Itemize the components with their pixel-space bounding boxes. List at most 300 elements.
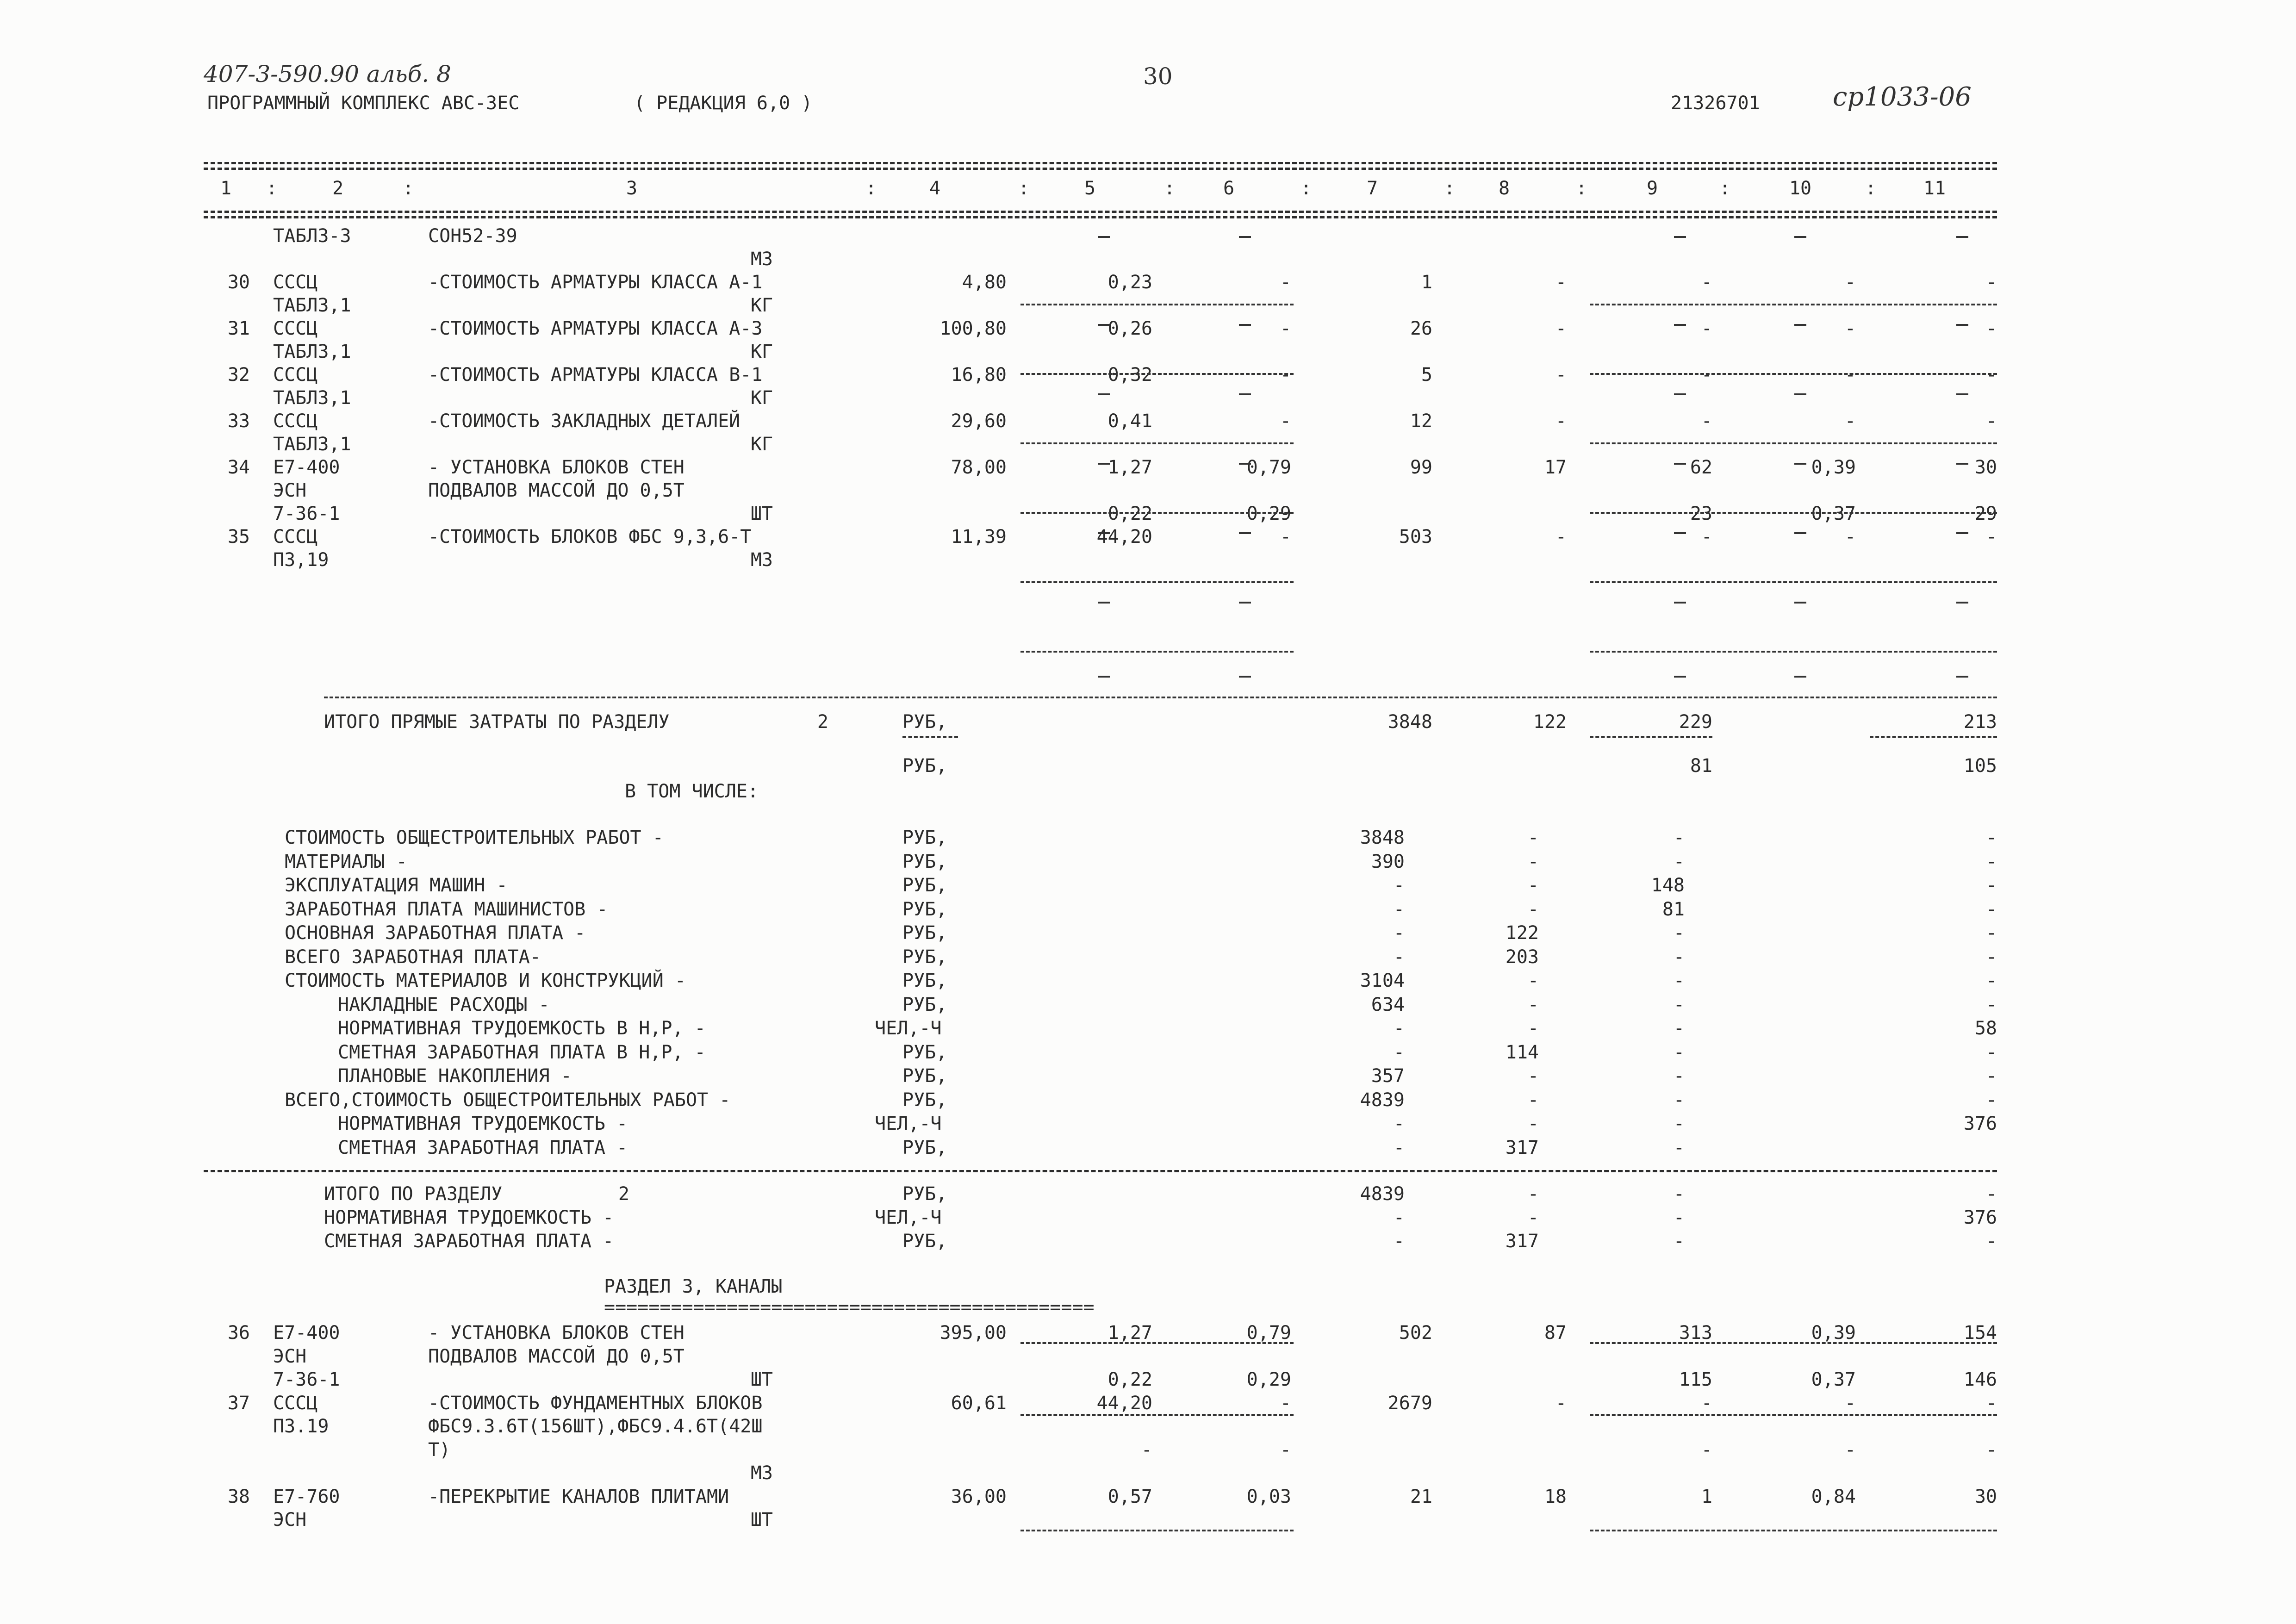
column-separator: : <box>1719 178 1731 199</box>
rate-code: 7-36-1 <box>273 503 340 524</box>
subtotal-divider <box>1590 651 1997 653</box>
including-label: В ТОМ ЧИСЛЕ: <box>625 781 759 802</box>
dash-mark <box>1674 676 1686 678</box>
value-c9: - <box>1701 318 1712 339</box>
subtotal-divider <box>1590 442 1997 444</box>
value-c9: 313 <box>1679 1322 1712 1344</box>
value-c9: - <box>1701 272 1712 293</box>
subtotal-divider <box>1020 581 1294 583</box>
value-c8: - <box>1555 411 1567 432</box>
column-separator: : <box>1444 178 1456 199</box>
value-c9: 115 <box>1679 1369 1712 1390</box>
value-c8: 317 <box>1505 1137 1539 1158</box>
value-c9: - <box>1673 1207 1685 1228</box>
value-c11: 29 <box>1974 503 1997 524</box>
value-c10: - <box>1844 1392 1856 1414</box>
value-c11: - <box>1985 946 1997 968</box>
value-c7: 634 <box>1371 994 1405 1015</box>
rate-code: ТАБЛ3-3 <box>273 225 351 247</box>
subtotal-divider <box>1020 373 1294 375</box>
document-reference: ср1033-06 <box>1833 82 1972 112</box>
value-c11: - <box>1985 994 1997 1015</box>
rate-code: Е7-400 <box>273 457 340 478</box>
value-c11: - <box>1985 922 1997 944</box>
dash-mark <box>1956 393 1968 395</box>
value-c4: 11,39 <box>951 526 1007 548</box>
value-c9: - <box>1673 1041 1685 1063</box>
value-c8: - <box>1527 1113 1539 1134</box>
value-c8: 114 <box>1505 1041 1539 1063</box>
unit-label: РУБ, <box>902 851 947 872</box>
value-c11: 58 <box>1974 1018 1997 1039</box>
dash-mark <box>1674 236 1686 238</box>
value-c8: - <box>1527 1207 1539 1228</box>
value-c7: - <box>1393 898 1405 920</box>
value-c11: 30 <box>1974 457 1997 478</box>
column-header-3: 3 <box>626 178 638 199</box>
rate-code: ЭСН <box>273 1345 307 1367</box>
unit-label: М3 <box>750 249 773 270</box>
column-separator: : <box>1164 178 1176 199</box>
dash-mark <box>1098 393 1110 395</box>
dash-mark <box>1098 463 1110 465</box>
value-c7: 502 <box>1399 1322 1432 1344</box>
value-c11: - <box>1985 272 1997 293</box>
work-description: - УСТАНОВКА БЛОКОВ СТЕН <box>428 457 684 478</box>
work-description: ФБС9.3.6Т(156ШТ),ФБС9.4.6Т(42Ш <box>428 1416 763 1437</box>
subtotal-divider <box>1590 1530 1997 1531</box>
value-c8: - <box>1527 1018 1539 1039</box>
section-3-underline: ============================================ <box>604 1297 1095 1318</box>
value-c8: - <box>1555 318 1567 339</box>
value-c7: 4839 <box>1360 1183 1405 1205</box>
unit-label: ШТ <box>750 1369 773 1390</box>
unit-label: КГ <box>750 295 773 316</box>
subtotal-divider <box>1020 1530 1294 1531</box>
value-c4: 29,60 <box>951 411 1007 432</box>
rate-code: СССЦ <box>273 1392 318 1414</box>
value-c6: 0,79 <box>1246 1322 1291 1344</box>
row-number: 38 <box>227 1486 250 1507</box>
table-header-rule-2 <box>204 216 1997 218</box>
value-c9: - <box>1673 922 1685 944</box>
value-c7: - <box>1393 1231 1405 1252</box>
value-c9: - <box>1673 1065 1685 1087</box>
value-c8: - <box>1527 1065 1539 1087</box>
column-header-10: 10 <box>1789 178 1812 199</box>
value-c9: - <box>1673 827 1685 848</box>
value-c7: 21 <box>1410 1486 1432 1507</box>
breakdown-label: НОРМАТИВНАЯ ТРУДОЕМКОСТЬ - <box>338 1113 628 1134</box>
row-number: 34 <box>227 457 250 478</box>
dash-mark <box>1794 463 1806 465</box>
column-header-8: 8 <box>1498 178 1510 199</box>
value-c9: - <box>1701 1392 1712 1414</box>
column-separator: : <box>1018 178 1030 199</box>
work-description: -СТОИМОСТЬ АРМАТУРЫ КЛАССА А-1 <box>428 272 763 293</box>
value-c9: 62 <box>1690 457 1712 478</box>
column-header-1: 1 <box>220 178 232 199</box>
value-c6: - <box>1280 364 1291 386</box>
value-c5: 44,20 <box>1096 526 1152 548</box>
unit-label: РУБ, <box>902 711 947 733</box>
value-c8: - <box>1527 875 1539 896</box>
breakdown-label: СТОИМОСТЬ МАТЕРИАЛОВ И КОНСТРУКЦИЙ - <box>285 970 686 991</box>
subtotal-divider <box>1590 1342 1997 1344</box>
breakdown-label: ВСЕГО ЗАРАБОТНАЯ ПЛАТА- <box>285 946 541 968</box>
unit-label: РУБ, <box>902 875 947 896</box>
value-c9: - <box>1701 411 1712 432</box>
value-c11: - <box>1985 411 1997 432</box>
value-c5: 0,26 <box>1108 318 1152 339</box>
value-c11: - <box>1985 1089 1997 1111</box>
table-top-rule <box>204 162 1997 164</box>
unit-label: РУБ, <box>902 1183 947 1205</box>
work-description: СОН52-39 <box>428 225 517 247</box>
rate-code: Е7-760 <box>273 1486 340 1507</box>
dash-mark <box>1794 532 1806 534</box>
dash-mark <box>1239 393 1251 395</box>
value-c7: - <box>1393 922 1405 944</box>
rate-code: ТАБЛ3,1 <box>273 341 351 362</box>
row-number: 32 <box>227 364 250 386</box>
value-c6: 0,79 <box>1246 457 1291 478</box>
subtotal-divider <box>1020 512 1294 514</box>
work-description: -СТОИМОСТЬ ЗАКЛАДНЫХ ДЕТАЛЕЙ <box>428 411 740 432</box>
value-c8: 17 <box>1544 457 1567 478</box>
dash-mark <box>1098 236 1110 238</box>
value-c5: 1,27 <box>1108 457 1152 478</box>
value-c11: - <box>1985 1439 1997 1461</box>
value-c6: 0,29 <box>1246 1369 1291 1390</box>
unit-label: ЧЕЛ,-Ч <box>875 1113 942 1134</box>
value-c8: - <box>1527 994 1539 1015</box>
value-c8: 317 <box>1505 1231 1539 1252</box>
value-c6: - <box>1280 1439 1291 1461</box>
rate-code: ЭСН <box>273 1509 307 1531</box>
value-c8: - <box>1527 827 1539 848</box>
work-description: - УСТАНОВКА БЛОКОВ СТЕН <box>428 1322 684 1344</box>
column-separator: : <box>1865 178 1877 199</box>
unit-label: РУБ, <box>902 946 947 968</box>
row-number: 37 <box>227 1392 250 1414</box>
dash-mark <box>1674 602 1686 604</box>
value-c8: - <box>1527 970 1539 991</box>
dash-mark <box>1674 532 1686 534</box>
value-c9: - <box>1673 1089 1685 1111</box>
value-c8: 18 <box>1544 1486 1567 1507</box>
value-c7: 99 <box>1410 457 1432 478</box>
value-c11: - <box>1985 1392 1997 1414</box>
value-c5: 0,57 <box>1108 1486 1152 1507</box>
rate-code: СССЦ <box>273 526 318 548</box>
dash-mark <box>1674 393 1686 395</box>
value-c9: - <box>1701 526 1712 548</box>
value-c9: 81 <box>1690 755 1712 777</box>
dash-mark <box>1794 324 1806 326</box>
value-c7: 3104 <box>1360 970 1405 991</box>
value-c11: - <box>1985 1041 1997 1063</box>
value-c11: - <box>1985 875 1997 896</box>
row-number: 30 <box>227 272 250 293</box>
subtotal-divider <box>1020 304 1294 305</box>
breakdown-label: СТОИМОСТЬ ОБЩЕСТРОИТЕЛЬНЫХ РАБОТ - <box>285 827 664 848</box>
value-c11: - <box>1985 851 1997 872</box>
breakdown-label: ПЛАНОВЫЕ НАКОПЛЕНИЯ - <box>338 1065 572 1087</box>
value-c9: 23 <box>1690 503 1712 524</box>
row-number: 31 <box>227 318 250 339</box>
value-c8: - <box>1527 1183 1539 1205</box>
value-c8: - <box>1527 851 1539 872</box>
value-c7: 2679 <box>1388 1392 1432 1414</box>
dash-mark <box>1239 324 1251 326</box>
dash-mark <box>1956 676 1968 678</box>
column-header-4: 4 <box>929 178 941 199</box>
value-c9: - <box>1673 1231 1685 1252</box>
value-c7: - <box>1393 1137 1405 1158</box>
work-description: ПОДВАЛОВ МАССОЙ ДО 0,5Т <box>428 1345 684 1367</box>
value-c5: 0,23 <box>1108 272 1152 293</box>
dash-mark <box>1239 236 1251 238</box>
subtotal-divider <box>1590 512 1997 514</box>
value-c5: 1,27 <box>1108 1322 1152 1344</box>
dash-mark <box>1098 324 1110 326</box>
value-c4: 16,80 <box>951 364 1007 386</box>
dash-mark <box>1794 236 1806 238</box>
value-c9: - <box>1673 1113 1685 1134</box>
value-c11: - <box>1985 827 1997 848</box>
work-description: -СТОИМОСТЬ БЛОКОВ ФБС 9,3,6-Т <box>428 526 752 548</box>
rate-code: П3.19 <box>273 1416 329 1437</box>
subtotal-divider <box>1590 736 1712 738</box>
value-c11: - <box>1985 364 1997 386</box>
value-c11: - <box>1985 898 1997 920</box>
value-c4: 395,00 <box>940 1322 1007 1344</box>
value-c7: - <box>1393 1041 1405 1063</box>
value-c11: 154 <box>1963 1322 1997 1344</box>
value-c11: - <box>1985 1231 1997 1252</box>
value-c11: 30 <box>1974 1486 1997 1507</box>
column-header-9: 9 <box>1646 178 1658 199</box>
subtotal-divider <box>1590 373 1997 375</box>
table-top-rule-2 <box>204 168 1997 170</box>
value-c7: - <box>1393 1018 1405 1039</box>
value-c5: 0,32 <box>1108 364 1152 386</box>
dash-mark <box>1239 532 1251 534</box>
dash-mark <box>1239 602 1251 604</box>
breakdown-label: МАТЕРИАЛЫ - <box>285 851 407 872</box>
rate-code: П3,19 <box>273 549 329 571</box>
value-c11: - <box>1985 1065 1997 1087</box>
section-total-rule <box>204 1170 1997 1172</box>
value-c8: - <box>1555 364 1567 386</box>
value-c10: 0,39 <box>1811 457 1856 478</box>
table-header-rule <box>204 211 1997 213</box>
unit-label: РУБ, <box>902 922 947 944</box>
value-c7: 4839 <box>1360 1089 1405 1111</box>
rate-code: Е7-400 <box>273 1322 340 1344</box>
value-c9: 229 <box>1679 711 1712 733</box>
direct-costs-label: ИТОГО ПРЯМЫЕ ЗАТРАТЫ ПО РАЗДЕЛУ <box>324 711 670 733</box>
value-c5: 44,20 <box>1096 1392 1152 1414</box>
value-c9: - <box>1673 1137 1685 1158</box>
dash-mark <box>1674 463 1686 465</box>
column-header-11: 11 <box>1923 178 1946 199</box>
unit-label: РУБ, <box>902 1137 947 1158</box>
value-c11: 376 <box>1963 1207 1997 1228</box>
dash-mark <box>1098 676 1110 678</box>
value-c5: 0,22 <box>1108 503 1152 524</box>
unit-label: ЧЕЛ,-Ч <box>875 1018 942 1039</box>
value-c4: 4,80 <box>962 272 1007 293</box>
dash-mark <box>1956 324 1968 326</box>
value-c7: - <box>1393 946 1405 968</box>
row-number: 35 <box>227 526 250 548</box>
totals-rule <box>324 697 1997 698</box>
value-c5: - <box>1141 1439 1152 1461</box>
unit-underline <box>902 736 958 738</box>
value-c10: - <box>1844 364 1856 386</box>
value-c6: - <box>1280 1392 1291 1414</box>
work-description: -ПЕРЕКРЫТИЕ КАНАЛОВ ПЛИТАМИ <box>428 1486 729 1507</box>
dash-mark <box>1098 532 1110 534</box>
value-c8: - <box>1555 526 1567 548</box>
unit-label: КГ <box>750 434 773 455</box>
dash-mark <box>1956 532 1968 534</box>
value-c9: - <box>1673 970 1685 991</box>
subtotal-divider <box>1020 1342 1294 1344</box>
unit-label: М3 <box>750 549 773 571</box>
value-c10: - <box>1844 318 1856 339</box>
row-number: 33 <box>227 411 250 432</box>
value-c9: - <box>1673 1183 1685 1205</box>
dash-mark <box>1956 236 1968 238</box>
subtotal-divider <box>1020 1414 1294 1416</box>
column-separator: : <box>1576 178 1587 199</box>
column-header-6: 6 <box>1223 178 1235 199</box>
section-number: 2 <box>817 711 828 733</box>
value-c11: 213 <box>1963 711 1997 733</box>
value-c6: - <box>1280 526 1291 548</box>
value-c7: 3848 <box>1360 827 1405 848</box>
document-code: 21326701 <box>1671 93 1760 114</box>
rate-code: СССЦ <box>273 318 318 339</box>
value-c9: - <box>1673 851 1685 872</box>
work-description: -СТОИМОСТЬ АРМАТУРЫ КЛАССА А-3 <box>428 318 763 339</box>
rate-code: СССЦ <box>273 272 318 293</box>
value-c7: 503 <box>1399 526 1432 548</box>
dash-mark <box>1794 676 1806 678</box>
value-c7: - <box>1393 1207 1405 1228</box>
dash-mark <box>1239 676 1251 678</box>
dash-mark <box>1956 602 1968 604</box>
value-c7: 390 <box>1371 851 1405 872</box>
value-c4: 60,61 <box>951 1392 1007 1414</box>
unit-label: ШТ <box>750 503 773 524</box>
dash-mark <box>1956 463 1968 465</box>
rate-code: ТАБЛ3,1 <box>273 434 351 455</box>
value-c7: - <box>1393 1113 1405 1134</box>
program-complex-title: ПРОГРАММНЫЙ КОМПЛЕКС АВС-3ЕС <box>207 93 520 114</box>
value-c10: - <box>1844 1439 1856 1461</box>
section-total-label: ИТОГО ПО РАЗДЕЛУ <box>324 1183 503 1205</box>
value-c9: - <box>1701 1439 1712 1461</box>
value-c10: - <box>1844 411 1856 432</box>
subtotal-divider <box>1020 651 1294 653</box>
column-separator: : <box>403 178 414 199</box>
value-c5: 0,22 <box>1108 1369 1152 1390</box>
column-header-2: 2 <box>332 178 344 199</box>
dash-mark <box>1239 463 1251 465</box>
unit-label: ЧЕЛ,-Ч <box>875 1207 942 1228</box>
section-total-label: НОРМАТИВНАЯ ТРУДОЕМКОСТЬ - <box>324 1207 614 1228</box>
value-c11: 376 <box>1963 1113 1997 1134</box>
rate-code: 7-36-1 <box>273 1369 340 1390</box>
rate-code: ЭСН <box>273 480 307 501</box>
work-description: -СТОИМОСТЬ ФУНДАМЕНТНЫХ БЛОКОВ <box>428 1392 763 1414</box>
breakdown-label: ВСЕГО,СТОИМОСТЬ ОБЩЕСТРОИТЕЛЬНЫХ РАБОТ - <box>285 1089 731 1111</box>
value-c6: - <box>1280 272 1291 293</box>
unit-label: РУБ, <box>902 898 947 920</box>
row-number: 36 <box>227 1322 250 1344</box>
value-c8: 122 <box>1533 711 1567 733</box>
value-c11: - <box>1985 526 1997 548</box>
rate-code: СССЦ <box>273 364 318 386</box>
column-separator: : <box>1300 178 1312 199</box>
unit-label: РУБ, <box>902 1041 947 1063</box>
unit-label: РУБ, <box>902 994 947 1015</box>
breakdown-label: ОСНОВНАЯ ЗАРАБОТНАЯ ПЛАТА - <box>285 922 586 944</box>
unit-label: РУБ, <box>902 970 947 991</box>
dash-mark <box>1674 324 1686 326</box>
column-separator: : <box>865 178 877 199</box>
value-c10: 0,37 <box>1811 503 1856 524</box>
value-c5: 0,41 <box>1108 411 1152 432</box>
column-header-7: 7 <box>1366 178 1378 199</box>
value-c9: 148 <box>1651 875 1685 896</box>
value-c8: - <box>1555 1392 1567 1414</box>
value-c8: 87 <box>1544 1322 1567 1344</box>
value-c8: - <box>1555 272 1567 293</box>
unit-label: ШТ <box>750 1509 773 1531</box>
value-c11: 146 <box>1963 1369 1997 1390</box>
unit-label: РУБ, <box>902 1065 947 1087</box>
dash-mark <box>1098 602 1110 604</box>
breakdown-label: СМЕТНАЯ ЗАРАБОТНАЯ ПЛАТА В Н,Р, - <box>338 1041 706 1063</box>
work-description: ПОДВАЛОВ МАССОЙ ДО 0,5Т <box>428 480 684 501</box>
column-separator: : <box>266 178 278 199</box>
value-c4: 36,00 <box>951 1486 1007 1507</box>
value-c9: - <box>1673 946 1685 968</box>
subtotal-divider <box>1590 304 1997 305</box>
value-c6: 0,03 <box>1246 1486 1291 1507</box>
value-c10: 0,84 <box>1811 1486 1856 1507</box>
value-c11: 105 <box>1963 755 1997 777</box>
value-c8: - <box>1527 1089 1539 1111</box>
unit-label: РУБ, <box>902 755 947 777</box>
value-c10: - <box>1844 526 1856 548</box>
value-c11: - <box>1985 1183 1997 1205</box>
subtotal-divider <box>1590 1414 1997 1416</box>
value-c8: - <box>1527 898 1539 920</box>
work-description: -СТОИМОСТЬ АРМАТУРЫ КЛАССА В-1 <box>428 364 763 386</box>
rate-code: ТАБЛ3,1 <box>273 387 351 409</box>
value-c7: 357 <box>1371 1065 1405 1087</box>
breakdown-label: ЗАРАБОТНАЯ ПЛАТА МАШИНИСТОВ - <box>285 898 608 920</box>
dash-mark <box>1794 602 1806 604</box>
work-description: Т) <box>428 1439 451 1461</box>
value-c6: 0,29 <box>1246 503 1291 524</box>
